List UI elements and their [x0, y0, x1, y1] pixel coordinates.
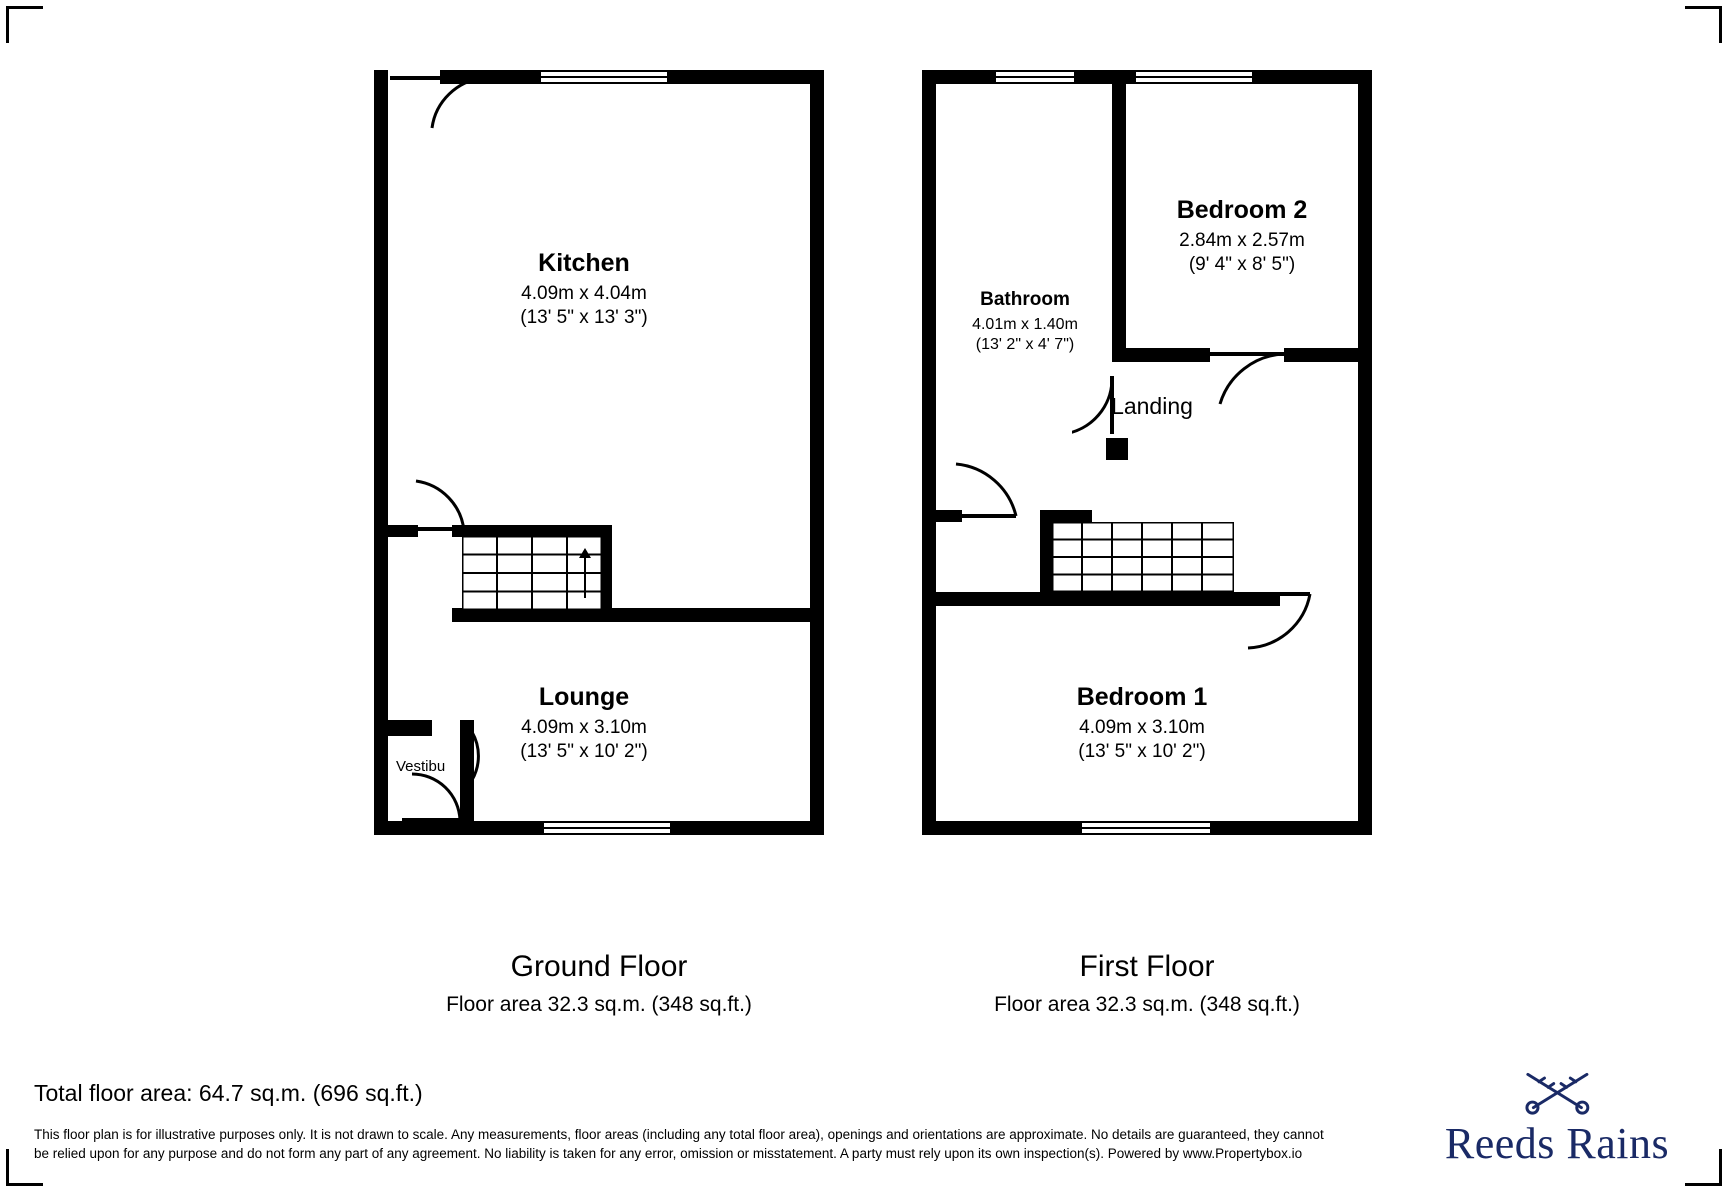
first-floor-plan — [922, 70, 1372, 835]
door-swing-front-entry-icon — [398, 770, 468, 826]
staircase-first — [1052, 522, 1234, 592]
window-bedroom2 — [1134, 70, 1254, 84]
wall-mid-horizontal — [452, 608, 824, 622]
room-label-bathroom: Bathroom 4.01m x 1.40m (13' 2" x 4' 7") — [972, 289, 1078, 353]
first-floor-area: Floor area 32.3 sq.m. (348 sq.ft.) — [994, 993, 1300, 1016]
ground-floor-plan — [374, 70, 824, 835]
brand-name: Reeds Rains — [1444, 1119, 1670, 1168]
door-swing-back-icon — [388, 74, 498, 136]
wall-right — [810, 70, 824, 835]
wall-mid-stairs — [1052, 592, 1234, 606]
crossed-keys-icon — [1502, 1067, 1613, 1115]
brand-logo — [1412, 1067, 1702, 1166]
disclaimer-text: This floor plan is for illustrative purposes only. It is not drawn to scale. Any measurements, floor areas (including any total floor area), openings and orientations are approximate. No details are guaranteed, they cannot be relied upon for any purpose and do not form any part of any agreement. No liability is taken for any error, omission or misstatement. A party must rely upon its own inspection(s). Powered by www.Propertybox.io — [34, 1127, 1324, 1161]
door-swing-landing-left-icon — [940, 462, 1026, 524]
ground-floor-caption — [374, 950, 824, 1017]
ground-floor-title: Ground Floor — [510, 950, 688, 983]
room-label-bedroom2: Bedroom 2 2.84m x 2.57m (9' 4" x 8' 5") — [1176, 196, 1308, 275]
first-floor-caption — [922, 950, 1372, 1017]
window-lounge-front — [542, 821, 672, 835]
room-label-vestibule: Vestibu — [396, 758, 446, 775]
crop-mark-top-right — [1685, 6, 1722, 43]
wall-right — [1358, 70, 1372, 835]
staircase-ground — [462, 536, 602, 610]
first-floor-title: First Floor — [1079, 950, 1215, 983]
wall-left — [374, 70, 388, 835]
wall-bathroom-bottom-stub — [922, 448, 936, 462]
window-kitchen-front — [539, 70, 669, 84]
room-label-bedroom1: Bedroom 1 4.09m x 3.10m (13' 5" x 10' 2") — [1076, 683, 1208, 762]
room-label-lounge: Lounge 4.09m x 3.10m (13' 5" x 10' 2") — [520, 683, 648, 762]
wall-mid-left — [922, 592, 1052, 606]
ground-floor-area: Floor area 32.3 sq.m. (348 sq.ft.) — [446, 993, 752, 1016]
window-bathroom — [994, 70, 1076, 84]
crop-mark-top-left — [6, 6, 43, 43]
room-label-landing: Landing — [1111, 393, 1193, 419]
window-bedroom1 — [1080, 821, 1212, 835]
total-floor-area: Total floor area: 64.7 sq.m. (696 sq.ft.) — [34, 1080, 423, 1106]
door-swing-kitchen-icon — [394, 475, 474, 535]
wall-bedroom2-bottom-left — [1112, 348, 1210, 362]
room-label-kitchen: Kitchen 4.09m x 4.04m (13' 5" x 13' 3") — [520, 249, 648, 328]
door-swing-bedroom1-icon — [1230, 586, 1316, 654]
wall-bedroom2-bottom-right — [1284, 348, 1372, 362]
